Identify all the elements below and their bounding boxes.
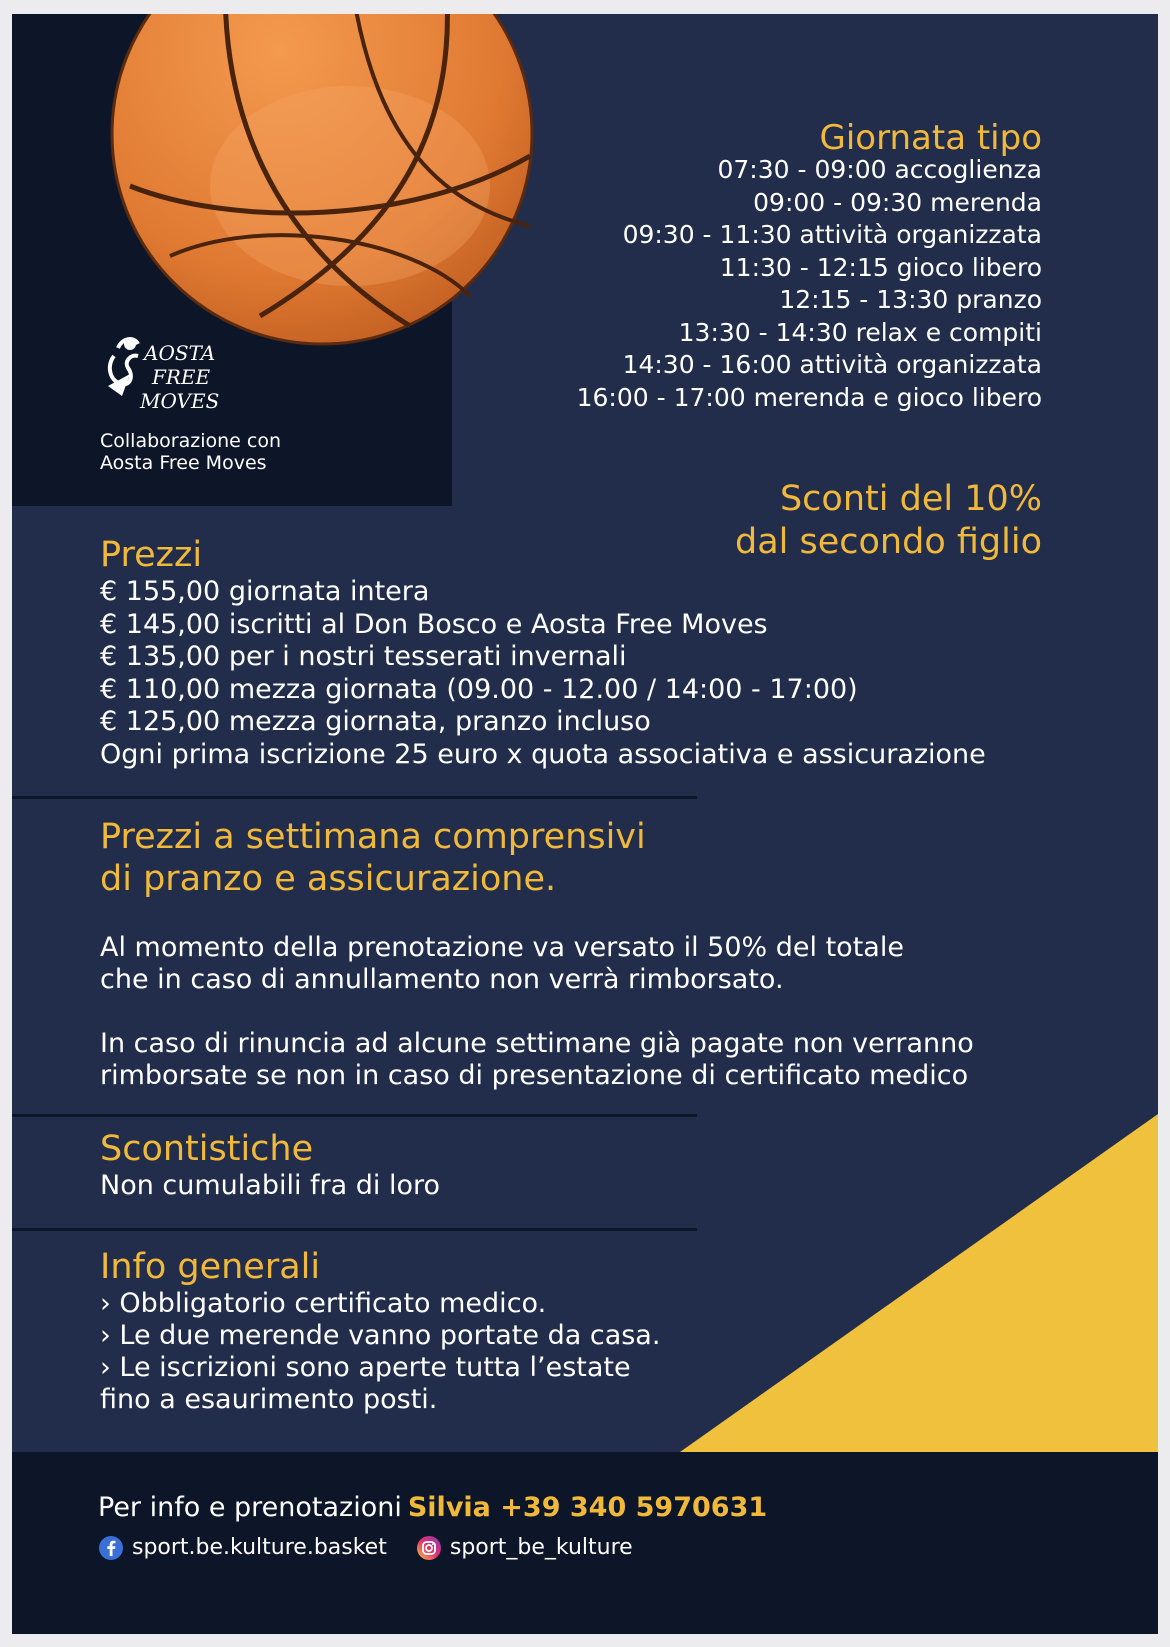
social-links xyxy=(98,1534,655,1569)
info-line: fino a esaurimento posti. xyxy=(100,1384,438,1415)
price-line: € 125,00 mezza giornata, pranzo incluso xyxy=(100,706,651,737)
discounts-title: Scontistiche xyxy=(100,1129,314,1169)
weekly-title-line-2: di pranzo e assicurazione. xyxy=(100,859,557,899)
svg-text:AOSTA: AOSTA xyxy=(144,341,216,365)
footer xyxy=(12,1452,1158,1634)
aosta-free-moves-logo xyxy=(100,326,220,418)
discount-line-1: Sconti del 10% xyxy=(779,479,1042,519)
discounts-text: Non cumulabili fra di loro xyxy=(100,1170,441,1201)
deposit-line-2: che in caso di annullamento non verrà rimborsato. xyxy=(100,964,784,995)
refund-paragraph xyxy=(100,1028,1140,1092)
section-divider xyxy=(12,1228,697,1231)
schedule-row: 13:30 - 14:30 relax e compiti xyxy=(678,317,1042,347)
info-title: Info generali xyxy=(100,1247,321,1287)
prices-section xyxy=(100,534,1150,771)
price-line: € 155,00 giornata intera xyxy=(100,576,430,607)
schedule-row: 16:00 - 17:00 merenda e gioco libero xyxy=(576,382,1042,412)
schedule-row: 09:30 - 11:30 attività organizzata xyxy=(622,220,1042,249)
weekly-prices-section xyxy=(100,816,1140,1092)
info-line: › Obbligatorio certificato medico. xyxy=(100,1288,547,1319)
schedule-row: 07:30 - 09:00 accoglienza xyxy=(717,155,1042,184)
facebook-icon xyxy=(98,1535,124,1561)
collaboration-line-1: Collaborazione con xyxy=(100,430,281,452)
info-line: › Le iscrizioni sono aperte tutta l’estate xyxy=(100,1352,631,1383)
poster xyxy=(12,14,1158,1634)
svg-text:MOVES: MOVES xyxy=(140,389,220,413)
contact-label: Per info e prenotazioni xyxy=(98,1492,402,1523)
schedule-title: Giornata tipo xyxy=(819,118,1042,158)
info-line: › Le due merende vanno portate da casa. xyxy=(100,1320,661,1351)
facebook-link[interactable] xyxy=(98,1534,387,1562)
refund-line-2: rimborsate se non in caso di presentazione di certificato medico xyxy=(100,1060,969,1091)
instagram-icon xyxy=(416,1535,442,1561)
discount-line-2: dal secondo figlio xyxy=(734,522,1042,562)
deposit-line-1: Al momento della prenotazione va versato il 50% del totale xyxy=(100,932,904,963)
schedule-row: 12:15 - 13:30 pranzo xyxy=(779,285,1042,314)
price-line: € 145,00 iscritti al Don Bosco e Aosta Free Moves xyxy=(100,608,768,640)
price-line: € 135,00 per i nostri tesserati invernali xyxy=(100,641,627,672)
yellow-corner-triangle xyxy=(680,1114,1158,1452)
daily-schedule xyxy=(422,118,1042,414)
logo-panel xyxy=(12,14,452,506)
section-divider xyxy=(12,796,697,799)
contact-phone[interactable]: Silvia +39 340 5970631 xyxy=(407,1492,768,1523)
schedule-row: 09:00 - 09:30 merenda xyxy=(753,187,1042,217)
schedule-row: 11:30 - 12:15 gioco libero xyxy=(719,252,1042,282)
svg-text:FREE: FREE xyxy=(152,365,211,389)
weekly-title-line-1: Prezzi a settimana comprensivi xyxy=(100,817,646,857)
section-divider xyxy=(12,1114,697,1117)
price-line: Ogni prima iscrizione 25 euro x quota associativa e assicurazione xyxy=(100,738,986,770)
schedule-row: 14:30 - 16:00 attività organizzata xyxy=(622,350,1042,379)
collaboration-line-2: Aosta Free Moves xyxy=(100,452,267,474)
price-line: € 110,00 mezza giornata (09.00 - 12.00 / 14:00 - 17:00) xyxy=(100,673,858,705)
collaboration-note xyxy=(100,430,430,474)
instagram-handle: sport_be_kulture xyxy=(449,1535,633,1560)
deposit-paragraph xyxy=(100,932,1140,996)
prices-title: Prezzi xyxy=(100,535,203,575)
instagram-link[interactable] xyxy=(416,1534,633,1562)
facebook-handle: sport.be.kulture.basket xyxy=(132,1535,387,1560)
contact-line xyxy=(98,1492,767,1524)
refund-line-1: In caso di rinuncia ad alcune settimane già pagate non verranno xyxy=(100,1028,974,1059)
